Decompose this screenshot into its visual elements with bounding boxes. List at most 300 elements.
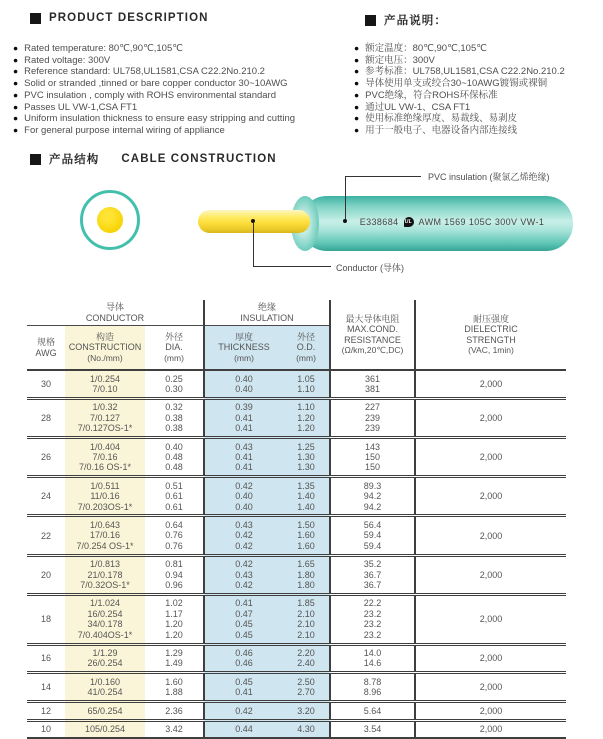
thickness-value: 0.43 [235,519,253,530]
thickness-column-header [204,326,283,371]
thickness-value: 0.47 [235,608,253,619]
resistance-cell [330,555,415,594]
thickness-value: 0.41 [235,423,253,434]
insulation-pointer-dot [343,219,347,223]
od-cell [283,398,330,437]
section-marker-icon [30,13,41,24]
bullet-item [354,90,565,102]
table-row [27,398,566,437]
od-value: 1.25 [297,441,315,452]
od-value: 1.30 [297,451,315,462]
bullet-item [354,55,565,67]
resistance-value: 150 [364,451,381,462]
construction-cell [65,702,145,720]
thickness-value: 0.44 [235,724,253,735]
dia-header-unit: (mm) [164,352,184,363]
awg-header-zh: 规格 [36,337,55,347]
dielectric-cell: 2,000 [479,614,503,625]
dielectric-cell: 2,000 [479,724,503,735]
table-row [27,438,566,477]
od-value: 2.10 [297,608,315,619]
construction-cell [65,644,145,673]
bullet-text: 使用标准绝缘厚度、易裁线、易剥皮 [365,113,518,125]
bullet-text: Rated temperature: 80℃,90℃,105℃ [24,43,183,54]
od-value: 2.10 [297,619,315,630]
bullet-item [354,102,565,114]
section-marker-icon [30,154,41,165]
dia-cell [145,644,204,673]
insulation-group-header [204,300,330,326]
resistance-header-en2: RESISTANCE [344,334,401,345]
od-value: 1.60 [297,540,315,551]
resistance-value: 36.7 [363,580,382,590]
thickness-header-unit: (mm) [234,352,254,363]
dielectric-header-unit: (VAC, 1min) [468,345,514,355]
thickness-value: 0.42 [235,559,253,570]
cross-section-conductor-core [97,207,123,233]
resistance-header-zh: 最大导体电阻 [345,313,400,324]
resistance-value: 23.2 [363,608,382,619]
od-value: 1.10 [297,383,315,394]
thickness-cell [204,370,283,398]
section-marker-icon [365,15,376,26]
cable-construction-title [30,151,277,167]
thickness-value: 0.40 [235,373,253,384]
resistance-value: 89.3 [363,480,382,491]
od-cell [283,555,330,594]
conductor-group-header [27,300,204,326]
bullet-item [13,90,295,102]
od-cell [283,477,330,516]
construction-value: 7/0.16 [92,451,118,462]
resistance-value: 381 [364,383,381,394]
table-row [27,673,566,702]
bullet-icon: ● [13,54,19,65]
dia-value: 1.29 [165,648,183,659]
bullet-icon: ● [13,66,19,77]
conductor-pointer-line [253,222,254,266]
bullet-item [13,55,295,67]
construction-value: 7/0.203OS-1* [77,501,133,512]
product-notes-title-text: 产品说明： [384,15,447,27]
od-value: 4.30 [297,724,315,735]
od-cell [283,702,330,720]
construction-cell [65,720,145,738]
od-header-unit: (mm) [296,352,316,363]
od-value: 1.10 [297,402,315,413]
od-value: 1.65 [297,559,315,570]
construction-value: 7/0.127 [89,412,121,423]
thickness-cell [204,594,283,644]
dia-cell [145,370,204,398]
bullet-icon: ● [354,113,360,124]
dia-value: 3.42 [165,724,183,735]
bullet-text: PVC insulation , comply with ROHS environmental standard [24,89,277,101]
construction-value: 105/0.254 [84,724,126,735]
construction-value: 1/1.29 [92,648,118,659]
bullet-item [354,125,565,137]
bullet-item [354,113,565,125]
dia-value: 0.48 [165,462,183,473]
construction-column-header [65,326,145,371]
resistance-column-header [330,300,415,370]
od-value: 1.85 [297,598,315,609]
cable-construction-title-zh: 产品结构 [49,154,100,166]
resistance-value: 36.7 [363,569,382,580]
table-group-header-row [27,300,566,326]
od-cell [283,644,330,673]
construction-value: 21/0.178 [87,569,123,580]
bullet-item [13,113,295,125]
thickness-cell [204,516,283,555]
resistance-value: 239 [364,412,381,423]
dia-value: 0.76 [165,530,183,541]
construction-value: 1/0.254 [89,373,121,384]
thickness-value: 0.41 [235,451,253,462]
thickness-cell [204,398,283,437]
bullet-icon: ● [354,124,360,135]
dielectric-column-header [415,300,566,370]
thickness-value: 0.46 [235,648,253,659]
od-cell [283,516,330,555]
insulation-pointer-line [345,176,421,177]
bullet-item [13,43,295,55]
table-row [27,594,566,644]
thickness-cell [204,644,283,673]
resistance-value: 94.2 [363,491,382,502]
dia-value: 0.51 [165,480,183,491]
od-value: 2.50 [297,676,315,687]
dia-value: 0.38 [165,423,183,434]
resistance-value: 14.6 [363,658,382,669]
od-value: 1.40 [297,491,315,502]
cable-construction-title-en: CABLE CONSTRUCTION [121,153,277,165]
construction-cell [65,477,145,516]
resistance-value: 5.64 [363,705,382,716]
od-value: 1.60 [297,530,315,541]
dia-cell [145,594,204,644]
thickness-value: 0.43 [235,569,253,580]
bullet-icon: ● [13,78,19,89]
thickness-cell [204,438,283,477]
resistance-cell [330,516,415,555]
construction-value: 1/0.511 [90,480,120,491]
thickness-cell [204,477,283,516]
od-value: 2.40 [297,658,315,669]
resistance-value: 143 [364,441,381,452]
insulation-group-zh: 绝缘 [257,301,276,312]
bullet-icon: ● [354,66,360,77]
product-description-list [13,43,295,137]
dia-cell [145,673,204,702]
awg-cell: 12 [40,705,51,716]
resistance-value: 22.2 [363,598,382,609]
dia-value: 0.32 [165,402,183,413]
construction-header-unit: (No./mm) [87,352,123,363]
construction-value: 7/0.10 [92,383,118,394]
construction-value: 1/0.643 [89,519,121,530]
construction-value: 41/0.254 [87,687,123,698]
dia-column-header [145,326,204,371]
thickness-value: 0.46 [235,658,253,669]
dia-value: 1.20 [165,629,183,640]
bullet-icon: ● [13,124,19,135]
dia-cell [145,702,204,720]
dia-cell [145,438,204,477]
dielectric-cell: 2,000 [479,705,503,716]
construction-value: 17/0.16 [89,530,121,541]
thickness-value: 0.42 [235,540,253,551]
cable-print-left: E338684 [359,217,399,227]
dielectric-cell: 2,000 [479,530,503,541]
thickness-value: 0.42 [235,480,253,491]
construction-cell [65,398,145,437]
bullet-text: 参考标准：UL758,UL1581,CSA C22.2No.210.2 [365,66,565,78]
dia-value: 0.94 [165,569,183,580]
resistance-value: 3.54 [363,724,382,735]
table-row [27,644,566,673]
thickness-header-en: THICKNESS [218,342,270,353]
resistance-value: 227 [364,402,381,413]
bullet-text: Solid or stranded ,tinned or bare copper conductor 30~10AWG [24,78,288,90]
construction-value: 7/0.254 OS-1* [76,540,134,551]
construction-value: 34/0.178 [87,619,123,630]
construction-header-zh: 构造 [95,331,114,342]
dia-header-en: DIA. [165,342,183,353]
dia-cell [145,555,204,594]
od-cell [283,438,330,477]
product-description-title-text: PRODUCT DESCRIPTION [49,12,209,24]
bullet-text: For general purpose internal wiring of appliance [24,124,225,136]
ul-logo-icon: UL [404,219,413,225]
bullet-text: 导体使用单支或绞合30~10AWG镀锡或裸铜 [365,78,548,90]
table-row [27,702,566,720]
resistance-cell [330,398,415,437]
construction-value: 1/0.160 [89,676,121,687]
thickness-cell [204,720,283,738]
od-value: 2.70 [297,687,315,698]
dia-value: 0.30 [165,383,183,394]
bullet-text: PVC绝缘，符合ROHS环保标准 [365,89,498,101]
product-description-title [30,12,209,24]
table-row [27,720,566,738]
bullet-item [13,102,295,114]
resistance-cell [330,673,415,702]
od-value: 2.10 [297,629,315,640]
bullet-item [354,66,565,78]
construction-value: 1/0.404 [89,441,121,452]
cable-cross-section [80,190,140,250]
insulation-group-en: INSULATION [240,312,294,323]
awg-cell: 28 [40,412,51,423]
awg-cell: 10 [40,724,51,735]
bullet-icon: ● [354,43,360,53]
conductor-label: Conductor (导体) [336,263,405,273]
specification-table [27,300,566,739]
awg-cell: 26 [40,452,51,463]
dia-value: 0.25 [165,373,183,384]
resistance-header-en1: MAX.COND. [346,324,398,334]
od-header-en: O.D. [296,342,316,353]
awg-cell: 16 [40,653,51,664]
dia-value: 1.60 [165,676,183,687]
od-value: 1.20 [297,412,315,423]
dielectric-cell: 2,000 [479,491,503,502]
awg-column-header [27,326,65,371]
construction-value: 7/0.404OS-1* [77,629,133,640]
resistance-cell [330,702,415,720]
thickness-value: 0.41 [235,687,253,698]
construction-cell [65,370,145,398]
conductor-group-zh: 导体 [105,301,124,312]
dielectric-cell: 2,000 [479,378,503,389]
dia-value: 1.88 [165,687,183,698]
table-row [27,477,566,516]
dia-value: 1.02 [165,598,183,609]
dia-value: 0.64 [165,519,183,530]
dielectric-header-en2: STRENGTH [466,334,516,345]
conductor-pointer-line [253,266,331,267]
bullet-text: 通过UL VW-1、CSA FT1 [365,101,471,113]
construction-value: 26/0.254 [87,658,123,669]
od-value: 1.80 [297,580,315,590]
construction-value: 1/0.32 [92,402,118,413]
table-row [27,516,566,555]
bullet-icon: ● [354,54,360,65]
dia-value: 0.96 [165,580,183,590]
resistance-value: 23.2 [363,619,382,630]
dia-value: 0.48 [165,451,183,462]
dia-value: 1.20 [165,619,183,630]
resistance-value: 23.2 [363,629,382,640]
bullet-text: 用于一般电子、电器设备内部连接线 [365,124,518,136]
table-row [27,370,566,398]
awg-cell: 22 [40,530,51,541]
awg-cell: 30 [40,378,51,389]
cable-print-right: AWM 1569 105C 300V VW-1 [418,217,545,227]
od-cell [283,673,330,702]
od-value: 1.20 [297,423,315,434]
bullet-text: Reference standard: UL758,UL1581,CSA C22.2No.210.2 [24,66,265,78]
od-value: 3.20 [297,705,315,716]
bullet-icon: ● [13,43,19,53]
bullet-text: Rated voltage: 300V [24,54,111,66]
od-value: 1.80 [297,569,315,580]
construction-cell [65,594,145,644]
resistance-cell [330,438,415,477]
thickness-cell [204,555,283,594]
resistance-value: 35.2 [363,559,382,570]
dia-value: 0.38 [165,412,183,423]
dia-value: 0.40 [165,441,183,452]
od-cell [283,594,330,644]
od-value: 1.35 [297,480,315,491]
od-column-header [283,326,330,371]
construction-value: 1/0.813 [89,559,121,570]
bullet-icon: ● [13,101,19,112]
awg-cell: 18 [40,614,51,625]
od-cell [283,370,330,398]
bullet-item [13,125,295,137]
construction-cell [65,555,145,594]
resistance-header-unit: (Ω/km,20℃,DC) [341,345,404,355]
construction-value: 7/0.16 OS-1* [78,462,132,473]
od-value: 1.40 [297,501,315,512]
bullet-text: Uniform insulation thickness to ensure easy stripping and cutting [24,113,296,125]
thickness-value: 0.42 [235,530,253,541]
bullet-icon: ● [13,89,19,100]
resistance-value: 59.4 [363,540,382,551]
construction-value: 65/0.254 [87,705,123,716]
od-value: 1.05 [297,373,315,384]
construction-value: 11/0.16 [90,491,120,502]
thickness-cell [204,702,283,720]
dia-cell [145,477,204,516]
thickness-value: 0.42 [235,705,253,716]
resistance-value: 239 [364,423,381,434]
resistance-value: 8.96 [363,687,382,698]
dia-value: 1.17 [165,608,183,619]
resistance-cell [330,594,415,644]
bullet-text: Passes UL VW-1,CSA FT1 [24,101,138,113]
table-row [27,555,566,594]
thickness-value: 0.40 [235,491,253,502]
dielectric-cell: 2,000 [479,682,503,693]
thickness-value: 0.39 [235,402,253,413]
awg-header-en: AWG [35,347,57,358]
thickness-value: 0.40 [235,501,253,512]
construction-cell [65,516,145,555]
construction-value: 7/0.32OS-1* [80,580,130,590]
awg-cell: 20 [40,569,51,580]
dielectric-header-en1: DIELECTRIC [464,324,518,334]
product-notes-title [365,12,447,28]
dielectric-cell: 2,000 [479,653,503,664]
thickness-value: 0.42 [235,580,253,590]
od-value: 1.50 [297,519,315,530]
resistance-cell [330,644,415,673]
insulation-label: PVC insulation (聚氯乙烯绝缘) [428,172,550,182]
thickness-value: 0.41 [235,598,253,609]
resistance-value: 94.2 [363,501,382,512]
resistance-cell [330,370,415,398]
bullet-item [13,78,295,90]
thickness-value: 0.45 [235,629,253,640]
od-value: 2.20 [297,648,315,659]
bullet-icon: ● [354,101,360,112]
conductor-group-en: CONDUCTOR [85,312,145,323]
resistance-value: 59.4 [363,530,382,541]
construction-header-en: CONSTRUCTION [68,342,142,353]
thickness-value: 0.43 [235,441,253,452]
dia-value: 0.61 [165,491,183,502]
bullet-icon: ● [13,113,19,124]
resistance-cell [330,720,415,738]
product-notes-list [354,43,565,137]
resistance-value: 8.78 [363,676,382,687]
dielectric-cell: 2,000 [479,412,503,423]
construction-cell [65,673,145,702]
dielectric-cell: 2,000 [479,569,503,580]
construction-cell [65,438,145,477]
bullet-item [13,66,295,78]
construction-value: 16/0.254 [87,608,123,619]
dielectric-header-zh: 耐压强度 [472,313,509,324]
dia-value: 1.49 [165,658,183,669]
thickness-value: 0.41 [235,462,253,473]
bullet-icon: ● [354,78,360,89]
thickness-header-zh: 厚度 [234,331,253,342]
